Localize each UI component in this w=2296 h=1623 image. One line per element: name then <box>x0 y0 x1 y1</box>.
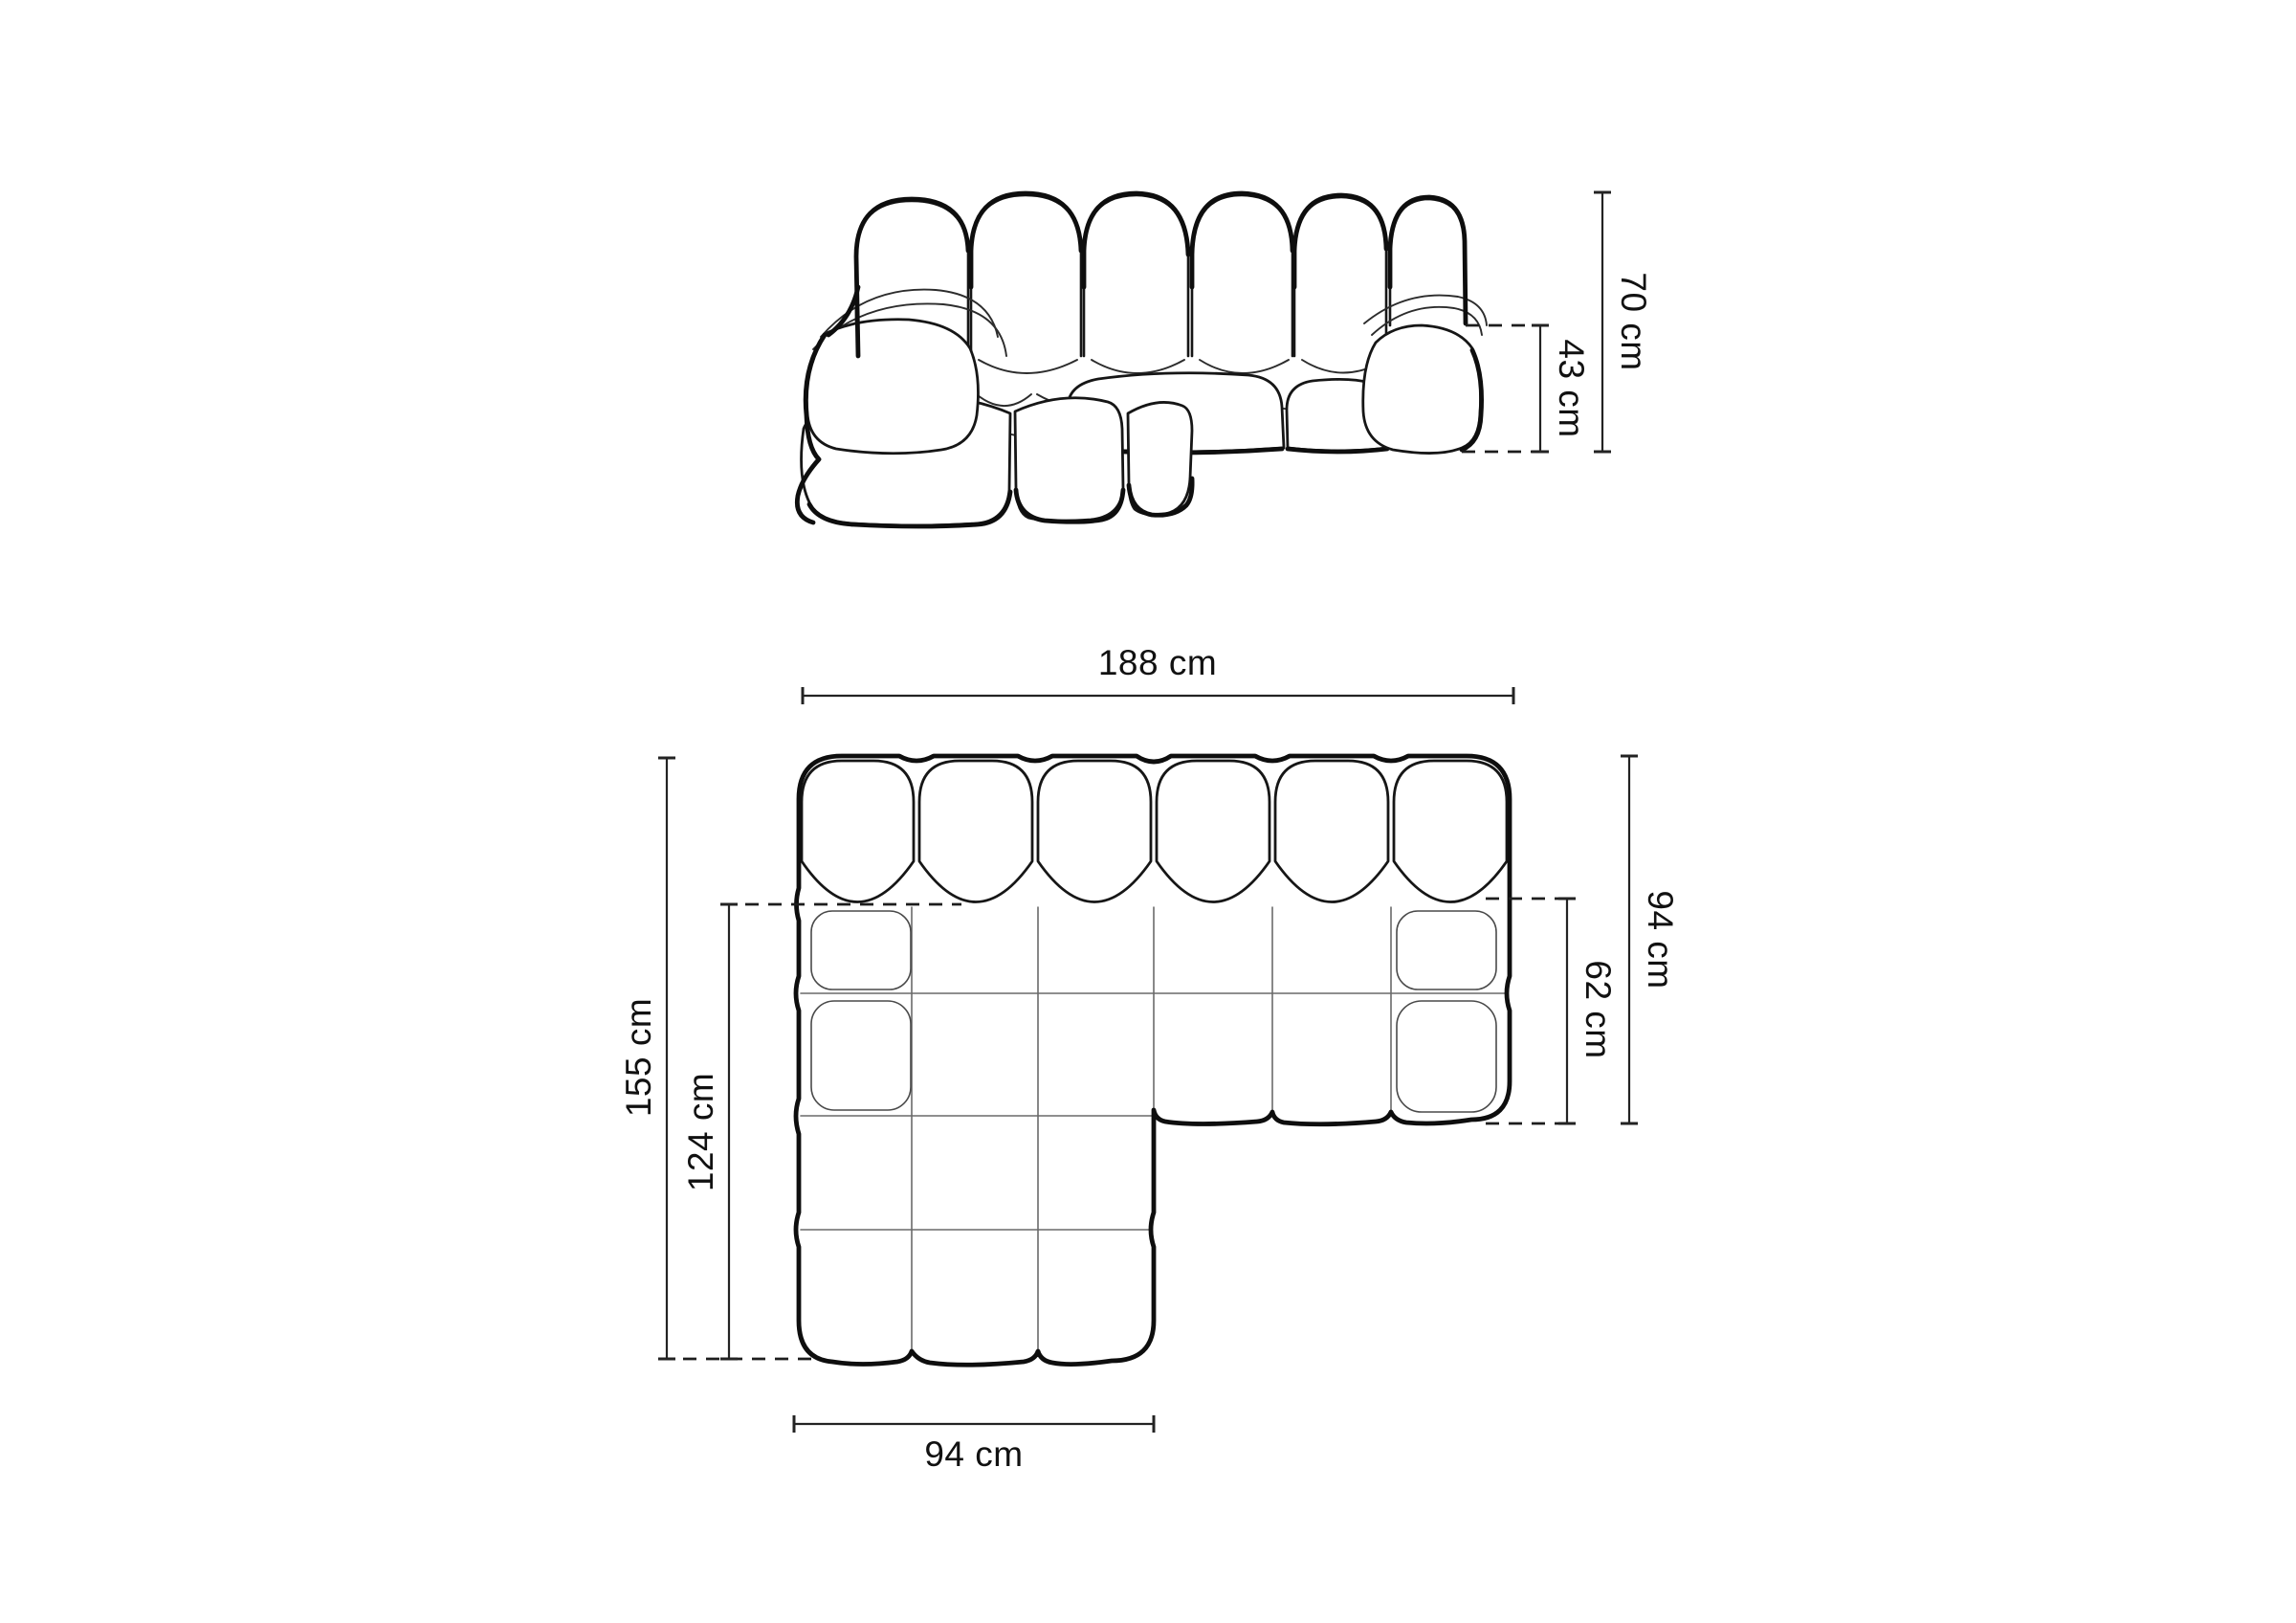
dim-label-chaise-inner-depth: 124 cm <box>681 1072 720 1192</box>
dim-label-chaise-width: 94 cm <box>924 1434 1024 1474</box>
elevation-view-drawing <box>797 193 1487 526</box>
dim-chaise-inner-depth <box>681 904 738 1359</box>
dim-seat-height <box>1532 325 1591 452</box>
dim-total-depth <box>619 758 675 1359</box>
dim-right-depth <box>1621 756 1680 1123</box>
dim-label-seat-height: 43 cm <box>1552 339 1591 438</box>
plan-inner-module <box>811 1001 911 1110</box>
dim-label-total-depth: 155 cm <box>619 997 658 1118</box>
dim-label-total-width: 188 cm <box>1097 643 1218 682</box>
dim-label-right-depth: 94 cm <box>1641 890 1680 989</box>
dim-label-seat-depth: 62 cm <box>1578 960 1618 1059</box>
plan-inner-module <box>1397 1001 1496 1112</box>
dim-seat-depth <box>1558 899 1618 1123</box>
plan-inner-module <box>1397 911 1496 989</box>
dim-total-width <box>803 643 1513 704</box>
plan-view-drawing <box>796 756 1510 1365</box>
dim-label-total-height: 70 cm <box>1614 272 1653 371</box>
plan-inner-module <box>811 911 911 989</box>
dim-chaise-width <box>794 1415 1154 1474</box>
elevation-dimensions <box>1462 192 1653 452</box>
plan-dimensions <box>619 643 1680 1474</box>
dim-total-height <box>1594 192 1653 452</box>
